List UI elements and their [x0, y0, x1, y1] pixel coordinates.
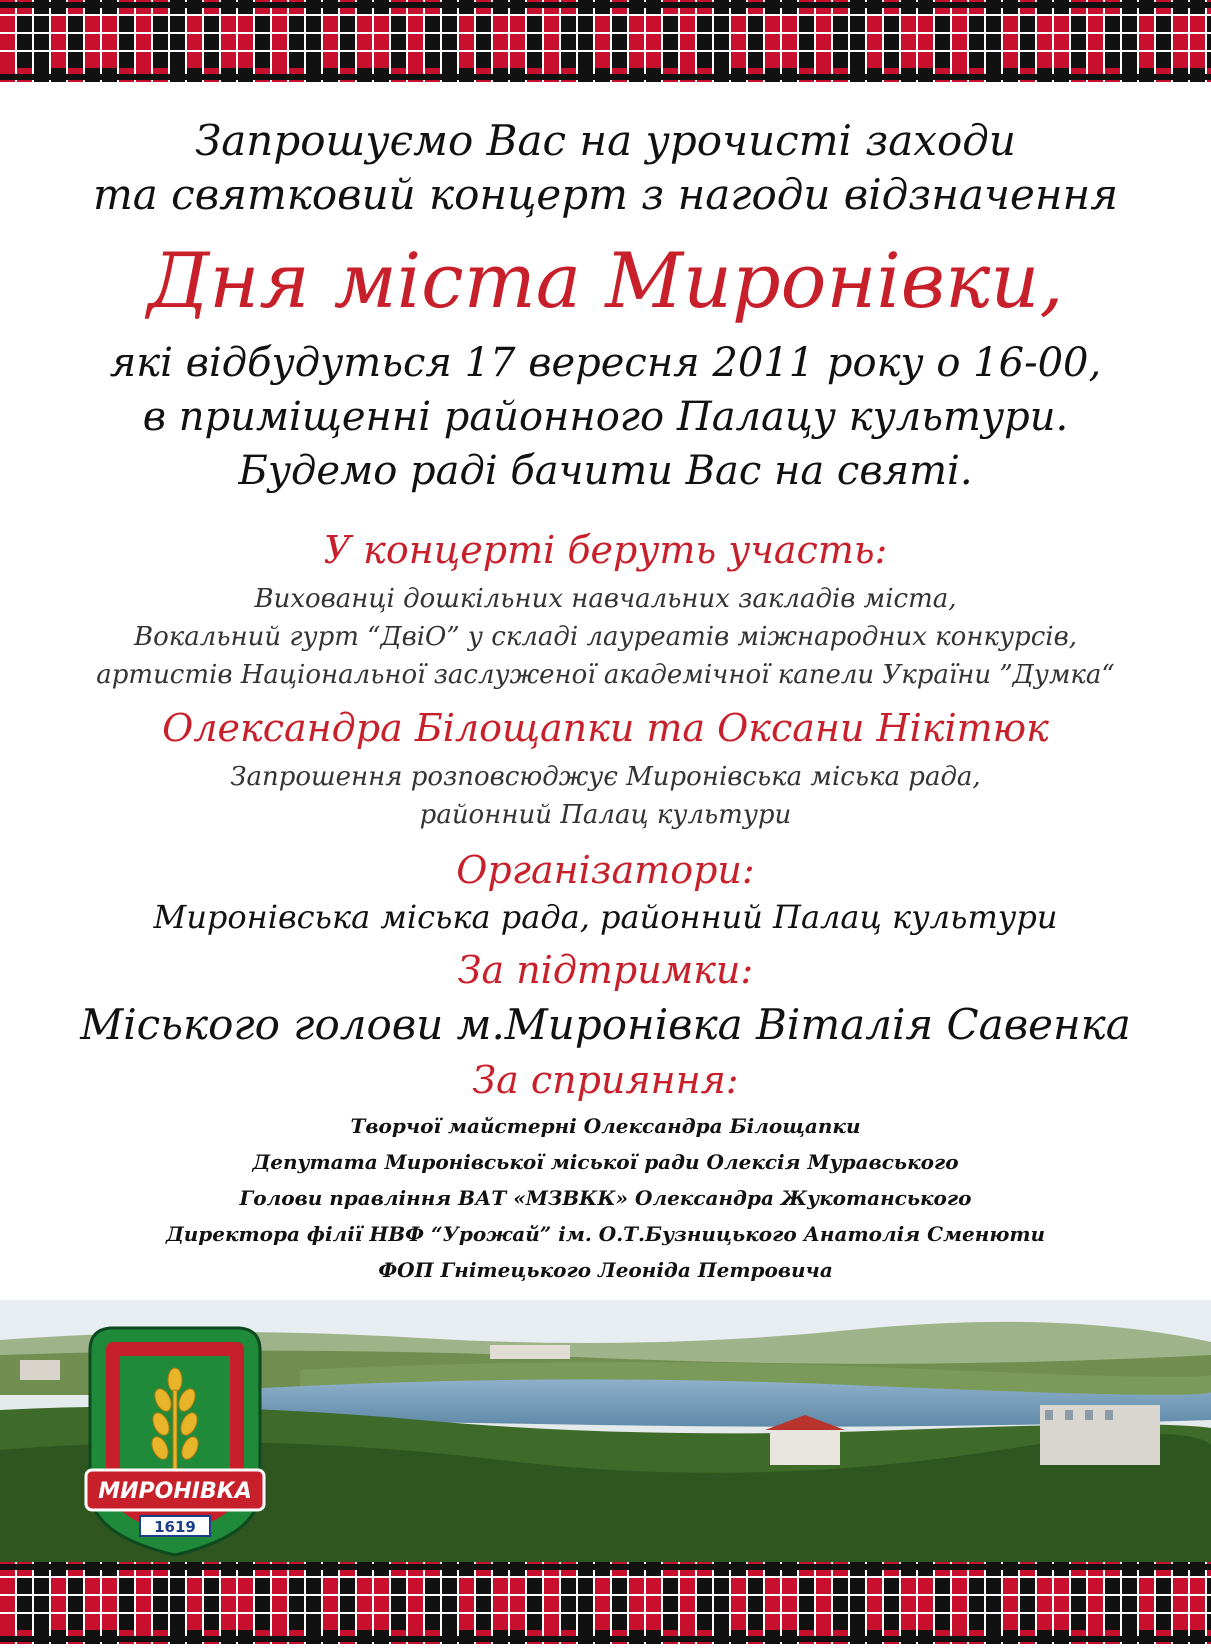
- participants-heading: У концерті беруть участь:: [323, 528, 888, 572]
- welcome-line: Будемо раді бачити Вас на святі.: [238, 448, 973, 494]
- town-coat-of-arms: [80, 1320, 270, 1560]
- distribution-line: Запрошення розповсюджує Миронівська міська рада,: [230, 762, 981, 792]
- artist-names: Олександра Білощапки та Оксани Нікітюк: [162, 706, 1049, 750]
- organizers-heading: Організатори:: [456, 848, 755, 892]
- date-line: які відбудуться 17 вересня 2011 року о 16-00,: [109, 340, 1102, 386]
- embroidery-border-top: [0, 0, 1211, 82]
- assistance-item: Творчої майстерні Олександра Білощапки: [350, 1114, 861, 1138]
- distribution-line: районний Палац культури: [419, 800, 792, 830]
- support-text: Міського голови м.Миронівка Віталія Савенка: [80, 1000, 1131, 1049]
- participant-line: артистів Національної заслуженої академічної капели України ”Думка“: [96, 660, 1115, 690]
- assistance-item: ФОП Гнітецького Леоніда Петровича: [378, 1258, 833, 1282]
- participant-line: Вихованці дошкільних навчальних закладів міста,: [254, 584, 957, 614]
- support-heading: За підтримки:: [457, 948, 754, 992]
- invitation-line-2: та святковий концерт з нагоди відзначення: [92, 170, 1119, 219]
- assistance-item: Голови правління ВАТ «МЗВКК» Олександра Жукотанського: [239, 1186, 972, 1210]
- logo-name: МИРОНІВКА: [98, 1479, 252, 1504]
- assistance-item: Директора філії НВФ “Урожай” ім. О.Т.Бузницького Анатолія Сменюти: [165, 1222, 1046, 1246]
- venue-line: в приміщенні районного Палацу культури.: [142, 394, 1069, 440]
- embroidery-border-bottom: [0, 1562, 1211, 1644]
- assistance-heading: За сприяння:: [472, 1058, 739, 1102]
- assistance-item: Депутата Миронівської міської ради Олексія Муравського: [252, 1150, 959, 1174]
- participant-line: Вокальний гурт “ДвіО” у складі лауреатів міжнародних конкурсів,: [134, 622, 1077, 652]
- event-title: Дня міста Миронівки,: [147, 236, 1064, 325]
- invitation-line-1: Запрошуємо Вас на урочисті заходи: [195, 116, 1016, 165]
- organizers-text: Миронівська міська рада, районний Палац культури: [153, 898, 1058, 936]
- logo-year: 1619: [154, 1518, 196, 1536]
